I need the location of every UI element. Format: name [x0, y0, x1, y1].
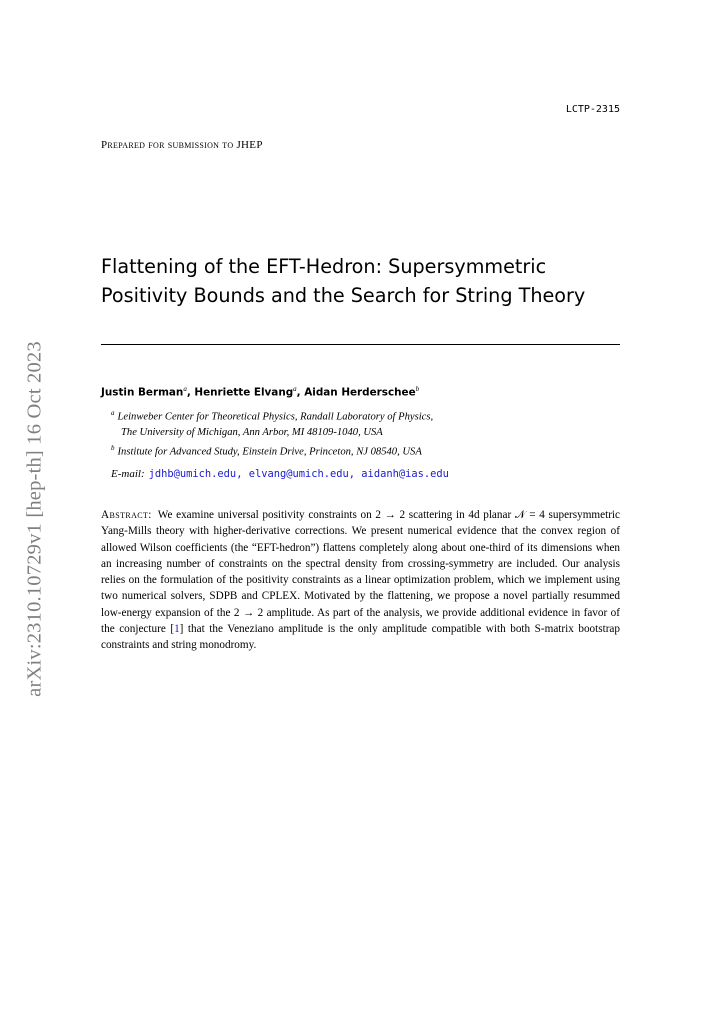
- author-affil-mark: b: [415, 385, 420, 393]
- author-name: Justin Berman: [101, 386, 184, 399]
- affiliation-line: Institute for Advanced Study, Einstein Drive, Princeton, NJ 08540, USA: [117, 446, 422, 458]
- affiliation-mark: a: [111, 409, 115, 417]
- affiliation-b: [111, 441, 422, 460]
- paper-title: [101, 252, 641, 310]
- abstract-text: We examine universal positivity constraints on 2 → 2 scattering in 4d planar 𝒩 = 4 supersymmetric Yang-Mills theory with higher-derivative corrections. We present numerical evidence that the convex region of allowed Wilson coefficients (the “EFT-hedron”) flattens completely along about one-third of its dimensions when an increasing number of constraints on the spectral density from crossing-symmetry are included. Our analysis relies on the formulation of the positivity constraints as a linear optimization problem, which we implement using two numerical solvers, SDPB and CPLEX. Motivated by the flattening, we propose a novel partially resummed low-energy expansion of the 2 → 2 amplitude. As part of the analysis, we provide additional evidence in favor of the conjecture [: [101, 509, 620, 636]
- abstract-heading: Abstract:: [101, 509, 152, 521]
- title-rule: [101, 344, 620, 345]
- author-name: Aidan Herderschee: [304, 386, 416, 399]
- submission-note: Prepared for submission to JHEP: [101, 139, 263, 151]
- author-list: [101, 385, 419, 398]
- affiliation-line: The University of Michigan, Ann Arbor, MI 48109-1040, USA: [121, 426, 383, 438]
- email-label: E-mail:: [111, 468, 145, 480]
- email-line: [111, 468, 449, 480]
- arxiv-identifier: arXiv:2310.10729v1 [hep-th] 16 Oct 2023: [23, 341, 46, 697]
- email-addresses[interactable]: jdhb@umich.edu, elvang@umich.edu, aidanh@ias.edu: [148, 468, 449, 480]
- author-separator: ,: [186, 386, 195, 399]
- author-affil-mark: a: [183, 385, 187, 393]
- title-line-1: Flattening of the EFT-Hedron: Supersymmetric: [101, 255, 547, 278]
- arxiv-stamp: [15, 320, 55, 718]
- affiliation-a: [111, 406, 433, 440]
- abstract: [101, 507, 620, 654]
- affiliation-mark: b: [111, 444, 115, 452]
- author-separator: ,: [296, 386, 305, 399]
- report-number: LCTP-2315: [565, 104, 620, 115]
- author-name: Henriette Elvang: [194, 386, 294, 399]
- abstract-text-cont: ] that the Veneziano amplitude is the only amplitude compatible with both S-matrix bootstrap constraints and string monodromy.: [101, 623, 620, 652]
- citation-link[interactable]: 1: [174, 623, 180, 636]
- affiliation-line: Leinweber Center for Theoretical Physics, Randall Laboratory of Physics,: [117, 411, 434, 423]
- author-affil-mark: a: [293, 385, 297, 393]
- title-line-2: Positivity Bounds and the Search for String Theory: [101, 284, 586, 307]
